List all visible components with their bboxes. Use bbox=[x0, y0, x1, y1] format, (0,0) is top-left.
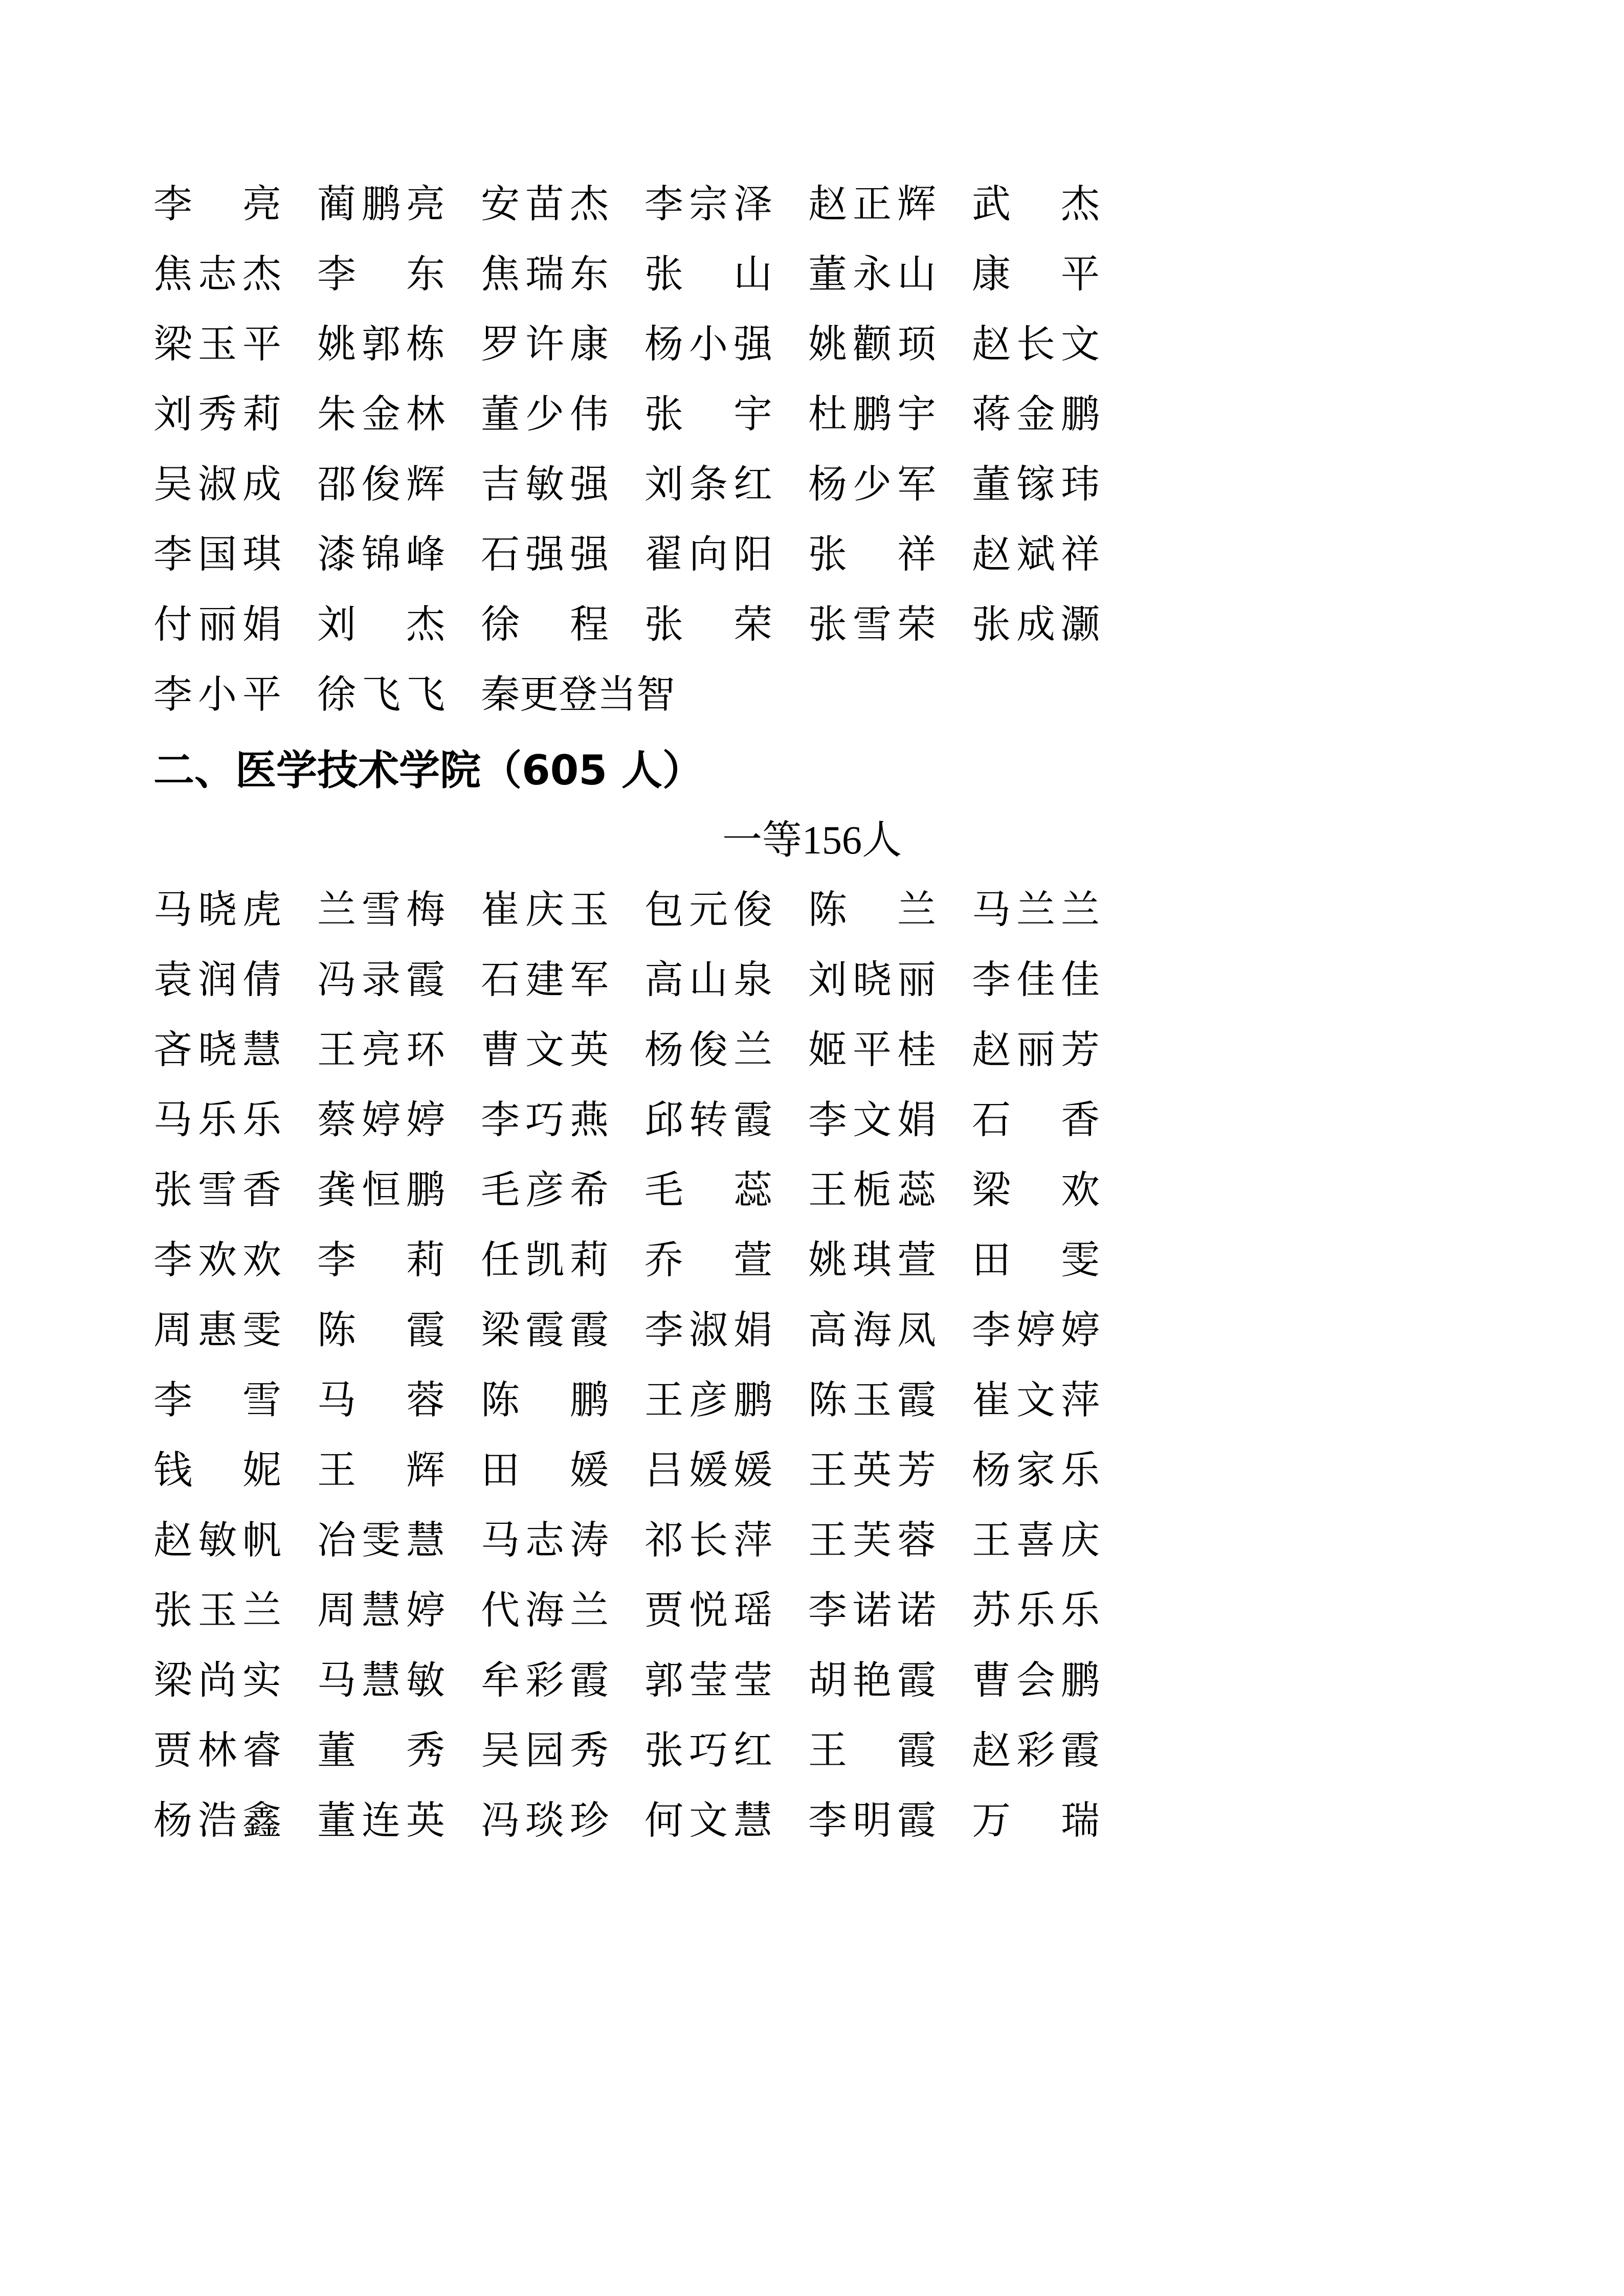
name-text: 包 元 俊 bbox=[644, 887, 772, 932]
name-text: 董 少 伟 bbox=[481, 391, 609, 437]
name-text: 杜 鹏 宇 bbox=[808, 391, 936, 437]
name-cell bbox=[808, 944, 972, 1015]
name-cell bbox=[808, 449, 972, 519]
name-cell bbox=[644, 1295, 808, 1365]
name-text: 李 文 娟 bbox=[808, 1097, 936, 1142]
name-text: 梁 尚 实 bbox=[153, 1657, 281, 1703]
name-text: 吉 敏 强 bbox=[481, 461, 609, 507]
name-text: 赵 彩 霞 bbox=[972, 1727, 1100, 1773]
section-two-name-list bbox=[153, 874, 1471, 1855]
name-cell bbox=[317, 659, 481, 729]
name-cell bbox=[317, 1295, 481, 1365]
name-text: 王 英 芳 bbox=[808, 1447, 936, 1493]
name-text: 焦 志 杰 bbox=[153, 251, 281, 297]
name-cell bbox=[644, 1435, 808, 1505]
name-text: 马 乐 乐 bbox=[153, 1097, 281, 1142]
subheading-prefix: 一等 bbox=[722, 817, 802, 863]
name-text: 石 建 军 bbox=[481, 957, 609, 1002]
name-cell bbox=[644, 1365, 808, 1435]
name-text: 张 荣 bbox=[644, 601, 772, 647]
name-text: 陈 鹏 bbox=[481, 1377, 609, 1423]
name-cell bbox=[153, 1505, 317, 1575]
name-text: 李 亮 bbox=[153, 181, 281, 227]
name-cell bbox=[153, 1645, 317, 1715]
name-cell bbox=[481, 1365, 644, 1435]
name-text: 杨 少 军 bbox=[808, 461, 936, 507]
name-text: 田 媛 bbox=[481, 1447, 609, 1493]
name-text: 漆 锦 峰 bbox=[317, 531, 445, 577]
name-text: 陈 玉 霞 bbox=[808, 1377, 936, 1423]
name-text: 杨 俊 兰 bbox=[644, 1027, 772, 1072]
name-text: 蔺 鹏 亮 bbox=[317, 181, 445, 227]
name-text: 吴 淑 成 bbox=[153, 461, 281, 507]
name-text: 刘 条 红 bbox=[644, 461, 772, 507]
name-text: 邱 转 霞 bbox=[644, 1097, 772, 1142]
name-cell bbox=[317, 1715, 481, 1785]
name-cell bbox=[481, 169, 644, 239]
name-text: 王 亮 环 bbox=[317, 1027, 445, 1072]
name-text: 李 淑 娟 bbox=[644, 1307, 772, 1353]
name-cell bbox=[644, 1575, 808, 1645]
name-text: 王 辉 bbox=[317, 1447, 445, 1493]
name-text: 贾 林 睿 bbox=[153, 1727, 281, 1773]
name-text: 马 晓 虎 bbox=[153, 887, 281, 932]
name-cell bbox=[808, 1015, 972, 1085]
name-text: 蒋 金 鹏 bbox=[972, 391, 1100, 437]
name-cell bbox=[317, 1015, 481, 1085]
name-cell bbox=[808, 1645, 972, 1715]
name-cell bbox=[481, 1085, 644, 1155]
name-cell bbox=[644, 944, 808, 1015]
name-cell bbox=[808, 379, 972, 449]
name-cell bbox=[972, 1155, 1136, 1225]
name-text: 张 雪 荣 bbox=[808, 601, 936, 647]
name-cell bbox=[317, 239, 481, 309]
name-cell bbox=[317, 1505, 481, 1575]
name-cell bbox=[317, 379, 481, 449]
name-cell bbox=[644, 1785, 808, 1855]
name-text: 姚 琪 萱 bbox=[808, 1237, 936, 1282]
name-text: 石 香 bbox=[972, 1097, 1100, 1142]
name-cell bbox=[972, 239, 1136, 309]
name-text: 胡 艳 霞 bbox=[808, 1657, 936, 1703]
name-cell bbox=[972, 1505, 1136, 1575]
name-cell bbox=[808, 1715, 972, 1785]
name-cell bbox=[808, 239, 972, 309]
name-cell bbox=[644, 1225, 808, 1295]
name-cell bbox=[644, 1085, 808, 1155]
name-text: 贾 悦 瑶 bbox=[644, 1587, 772, 1633]
name-cell bbox=[153, 169, 317, 239]
name-text: 姚 颧 顼 bbox=[808, 321, 936, 367]
name-text: 李 国 琪 bbox=[153, 531, 281, 577]
name-cell bbox=[644, 379, 808, 449]
name-text: 何 文 慧 bbox=[644, 1797, 772, 1843]
name-cell bbox=[317, 169, 481, 239]
name-cell bbox=[972, 379, 1136, 449]
name-text: 牟 彩 霞 bbox=[481, 1657, 609, 1703]
name-text: 周 惠 雯 bbox=[153, 1307, 281, 1353]
name-cell bbox=[644, 239, 808, 309]
name-text: 马 蓉 bbox=[317, 1377, 445, 1423]
name-cell bbox=[317, 309, 481, 379]
name-cell bbox=[317, 1435, 481, 1505]
name-cell bbox=[481, 874, 644, 944]
name-text: 高 山 泉 bbox=[644, 957, 772, 1002]
name-cell bbox=[644, 309, 808, 379]
name-cell bbox=[317, 1155, 481, 1225]
name-text: 张 祥 bbox=[808, 531, 936, 577]
subheading-suffix: 人 bbox=[862, 817, 902, 863]
name-cell bbox=[808, 589, 972, 659]
name-text: 李 东 bbox=[317, 251, 445, 297]
name-cell bbox=[481, 519, 644, 589]
name-cell bbox=[153, 874, 317, 944]
name-text: 王 芙 蓉 bbox=[808, 1517, 936, 1563]
name-cell bbox=[317, 1645, 481, 1715]
name-cell bbox=[153, 659, 317, 729]
name-text: 李 诺 诺 bbox=[808, 1587, 936, 1633]
name-text: 郭 莹 莹 bbox=[644, 1657, 772, 1703]
name-text: 张 巧 红 bbox=[644, 1727, 772, 1773]
name-text: 董 秀 bbox=[317, 1727, 445, 1773]
name-text: 马 慧 敏 bbox=[317, 1657, 445, 1703]
name-text: 秦 更 登 当 智 bbox=[481, 671, 675, 717]
name-cell bbox=[481, 944, 644, 1015]
name-cell bbox=[644, 449, 808, 519]
name-cell bbox=[808, 519, 972, 589]
name-text: 高 海 凤 bbox=[808, 1307, 936, 1353]
name-cell bbox=[808, 1085, 972, 1155]
name-cell bbox=[481, 1715, 644, 1785]
name-cell bbox=[481, 309, 644, 379]
name-text: 李 雪 bbox=[153, 1377, 281, 1423]
name-cell bbox=[317, 1365, 481, 1435]
name-cell bbox=[481, 1505, 644, 1575]
name-cell bbox=[972, 1365, 1136, 1435]
name-text: 冯 琰 珍 bbox=[481, 1797, 609, 1843]
name-text: 毛 彦 希 bbox=[481, 1167, 609, 1212]
name-cell bbox=[808, 169, 972, 239]
name-text: 曹 文 英 bbox=[481, 1027, 609, 1072]
name-cell bbox=[153, 1575, 317, 1645]
section-two-heading: 二、医学技术学院（605 人） bbox=[153, 747, 703, 794]
name-text: 董 连 英 bbox=[317, 1797, 445, 1843]
name-text: 刘 杰 bbox=[317, 601, 445, 647]
name-cell bbox=[808, 1575, 972, 1645]
name-cell bbox=[481, 1435, 644, 1505]
name-cell bbox=[808, 309, 972, 379]
name-cell bbox=[481, 1015, 644, 1085]
name-cell bbox=[808, 1155, 972, 1225]
name-cell bbox=[153, 1365, 317, 1435]
name-grid-section-two bbox=[153, 874, 1471, 1855]
name-text: 董 镓 玮 bbox=[972, 461, 1100, 507]
name-cell bbox=[972, 1295, 1136, 1365]
name-cell bbox=[317, 519, 481, 589]
name-text: 李 宗 泽 bbox=[644, 181, 772, 227]
name-cell bbox=[153, 379, 317, 449]
name-text: 张 雪 香 bbox=[153, 1167, 281, 1212]
name-cell bbox=[481, 1225, 644, 1295]
name-text: 李 佳 佳 bbox=[972, 957, 1100, 1002]
name-cell bbox=[972, 944, 1136, 1015]
name-text: 张 玉 兰 bbox=[153, 1587, 281, 1633]
name-cell bbox=[644, 1015, 808, 1085]
name-cell bbox=[972, 449, 1136, 519]
name-cell bbox=[972, 1715, 1136, 1785]
name-text: 徐 飞 飞 bbox=[317, 671, 445, 717]
name-cell bbox=[808, 1785, 972, 1855]
name-cell bbox=[481, 1645, 644, 1715]
name-cell bbox=[153, 1015, 317, 1085]
name-cell bbox=[153, 309, 317, 379]
name-cell bbox=[644, 1645, 808, 1715]
name-text: 陈 霞 bbox=[317, 1307, 445, 1353]
name-text: 杨 浩 鑫 bbox=[153, 1797, 281, 1843]
name-cell bbox=[972, 1575, 1136, 1645]
name-text: 王 栀 蕊 bbox=[808, 1167, 936, 1212]
name-text: 翟 向 阳 bbox=[644, 531, 772, 577]
name-cell bbox=[153, 1785, 317, 1855]
name-text: 徐 程 bbox=[481, 601, 609, 647]
name-text: 吕 媛 媛 bbox=[644, 1447, 772, 1493]
name-cell bbox=[644, 874, 808, 944]
name-cell bbox=[481, 1295, 644, 1365]
name-cell bbox=[808, 1435, 972, 1505]
name-text: 姬 平 桂 bbox=[808, 1027, 936, 1072]
name-cell bbox=[481, 239, 644, 309]
name-cell bbox=[317, 449, 481, 519]
subheading-number: 156 bbox=[802, 818, 862, 862]
name-cell bbox=[972, 1785, 1136, 1855]
name-cell bbox=[481, 589, 644, 659]
name-text: 王 彦 鹏 bbox=[644, 1377, 772, 1423]
name-text: 崔 文 萍 bbox=[972, 1377, 1100, 1423]
name-cell bbox=[644, 519, 808, 589]
name-text: 梁 玉 平 bbox=[153, 321, 281, 367]
name-text: 李 明 霞 bbox=[808, 1797, 936, 1843]
name-cell bbox=[644, 1155, 808, 1225]
name-cell bbox=[972, 1225, 1136, 1295]
name-text: 杨 小 强 bbox=[644, 321, 772, 367]
name-text: 马 兰 兰 bbox=[972, 887, 1100, 932]
name-cell bbox=[972, 519, 1136, 589]
name-text: 刘 秀 莉 bbox=[153, 391, 281, 437]
name-text: 赵 斌 祥 bbox=[972, 531, 1100, 577]
name-text: 苏 乐 乐 bbox=[972, 1587, 1100, 1633]
name-text: 李 小 平 bbox=[153, 671, 281, 717]
name-cell bbox=[317, 944, 481, 1015]
name-text: 姚 郭 栋 bbox=[317, 321, 445, 367]
name-cell bbox=[481, 659, 675, 729]
name-cell bbox=[644, 1505, 808, 1575]
name-cell bbox=[317, 1785, 481, 1855]
name-text: 冯 录 霞 bbox=[317, 957, 445, 1002]
name-text: 吴 园 秀 bbox=[481, 1727, 609, 1773]
name-cell bbox=[644, 169, 808, 239]
section-one-name-list bbox=[153, 169, 1471, 729]
name-text: 王 霞 bbox=[808, 1727, 936, 1773]
name-text: 龚 恒 鹏 bbox=[317, 1167, 445, 1212]
name-text: 钱 妮 bbox=[153, 1447, 281, 1493]
name-cell bbox=[808, 1225, 972, 1295]
name-cell bbox=[972, 1015, 1136, 1085]
name-text: 安 苗 杰 bbox=[481, 181, 609, 227]
name-cell bbox=[153, 1085, 317, 1155]
name-cell bbox=[972, 169, 1136, 239]
name-text: 刘 晓 丽 bbox=[808, 957, 936, 1002]
name-text: 赵 丽 芳 bbox=[972, 1027, 1100, 1072]
name-cell bbox=[317, 874, 481, 944]
name-cell bbox=[972, 874, 1136, 944]
name-cell bbox=[808, 874, 972, 944]
name-text: 袁 润 倩 bbox=[153, 957, 281, 1002]
name-text: 张 山 bbox=[644, 251, 772, 297]
name-text: 张 成 灏 bbox=[972, 601, 1100, 647]
name-text: 毛 蕊 bbox=[644, 1167, 772, 1212]
name-cell bbox=[153, 239, 317, 309]
name-text: 张 宇 bbox=[644, 391, 772, 437]
name-text: 梁 欢 bbox=[972, 1167, 1100, 1212]
name-cell bbox=[153, 1295, 317, 1365]
name-text: 蔡 婷 婷 bbox=[317, 1097, 445, 1142]
name-text: 万 瑞 bbox=[972, 1797, 1100, 1843]
name-cell bbox=[481, 1785, 644, 1855]
name-text: 李 婷 婷 bbox=[972, 1307, 1100, 1353]
name-text: 田 雯 bbox=[972, 1237, 1100, 1282]
name-text: 武 杰 bbox=[972, 181, 1100, 227]
name-text: 赵 敏 帆 bbox=[153, 1517, 281, 1563]
name-text: 罗 许 康 bbox=[481, 321, 609, 367]
name-cell bbox=[153, 449, 317, 519]
name-text: 祁 长 萍 bbox=[644, 1517, 772, 1563]
name-text: 付 丽 娟 bbox=[153, 601, 281, 647]
name-cell bbox=[972, 1645, 1136, 1715]
section-two-subheading bbox=[153, 808, 1471, 872]
name-text: 焦 瑞 东 bbox=[481, 251, 609, 297]
name-cell bbox=[317, 1225, 481, 1295]
name-text: 王 喜 庆 bbox=[972, 1517, 1100, 1563]
name-text: 赵 长 文 bbox=[972, 321, 1100, 367]
name-cell bbox=[153, 1225, 317, 1295]
name-cell bbox=[153, 589, 317, 659]
name-cell bbox=[317, 1085, 481, 1155]
name-text: 石 强 强 bbox=[481, 531, 609, 577]
name-text: 康 平 bbox=[972, 251, 1100, 297]
name-cell bbox=[153, 1155, 317, 1225]
name-cell bbox=[808, 1365, 972, 1435]
name-cell bbox=[481, 1155, 644, 1225]
name-cell bbox=[972, 1085, 1136, 1155]
name-text: 崔 庆 玉 bbox=[481, 887, 609, 932]
name-cell bbox=[481, 379, 644, 449]
name-text: 董 永 山 bbox=[808, 251, 936, 297]
name-text: 马 志 涛 bbox=[481, 1517, 609, 1563]
name-text: 梁 霞 霞 bbox=[481, 1307, 609, 1353]
name-cell bbox=[317, 589, 481, 659]
name-text: 朱 金 林 bbox=[317, 391, 445, 437]
name-cell bbox=[808, 1295, 972, 1365]
name-text: 李 欢 欢 bbox=[153, 1237, 281, 1282]
name-text: 陈 兰 bbox=[808, 887, 936, 932]
name-text: 李 莉 bbox=[317, 1237, 445, 1282]
name-text: 兰 雪 梅 bbox=[317, 887, 445, 932]
name-text: 曹 会 鹏 bbox=[972, 1657, 1100, 1703]
name-grid-section-one bbox=[153, 169, 1471, 729]
name-text: 吝 晓 慧 bbox=[153, 1027, 281, 1072]
name-cell bbox=[972, 309, 1136, 379]
name-cell bbox=[972, 589, 1136, 659]
name-cell bbox=[808, 1505, 972, 1575]
name-cell bbox=[153, 1715, 317, 1785]
name-cell bbox=[644, 589, 808, 659]
name-text: 杨 家 乐 bbox=[972, 1447, 1100, 1493]
name-cell bbox=[644, 1715, 808, 1785]
name-cell bbox=[481, 449, 644, 519]
name-text: 赵 正 辉 bbox=[808, 181, 936, 227]
name-text: 乔 萱 bbox=[644, 1237, 772, 1282]
name-text: 周 慧 婷 bbox=[317, 1587, 445, 1633]
name-cell bbox=[153, 519, 317, 589]
name-cell bbox=[153, 944, 317, 1015]
name-text: 李 巧 燕 bbox=[481, 1097, 609, 1142]
name-text: 任 凯 莉 bbox=[481, 1237, 609, 1282]
name-cell bbox=[153, 1435, 317, 1505]
name-cell bbox=[972, 1435, 1136, 1505]
name-cell bbox=[317, 1575, 481, 1645]
name-cell bbox=[481, 1575, 644, 1645]
name-text: 代 海 兰 bbox=[481, 1587, 609, 1633]
name-text: 冶 雯 慧 bbox=[317, 1517, 445, 1563]
name-text: 邵 俊 辉 bbox=[317, 461, 445, 507]
